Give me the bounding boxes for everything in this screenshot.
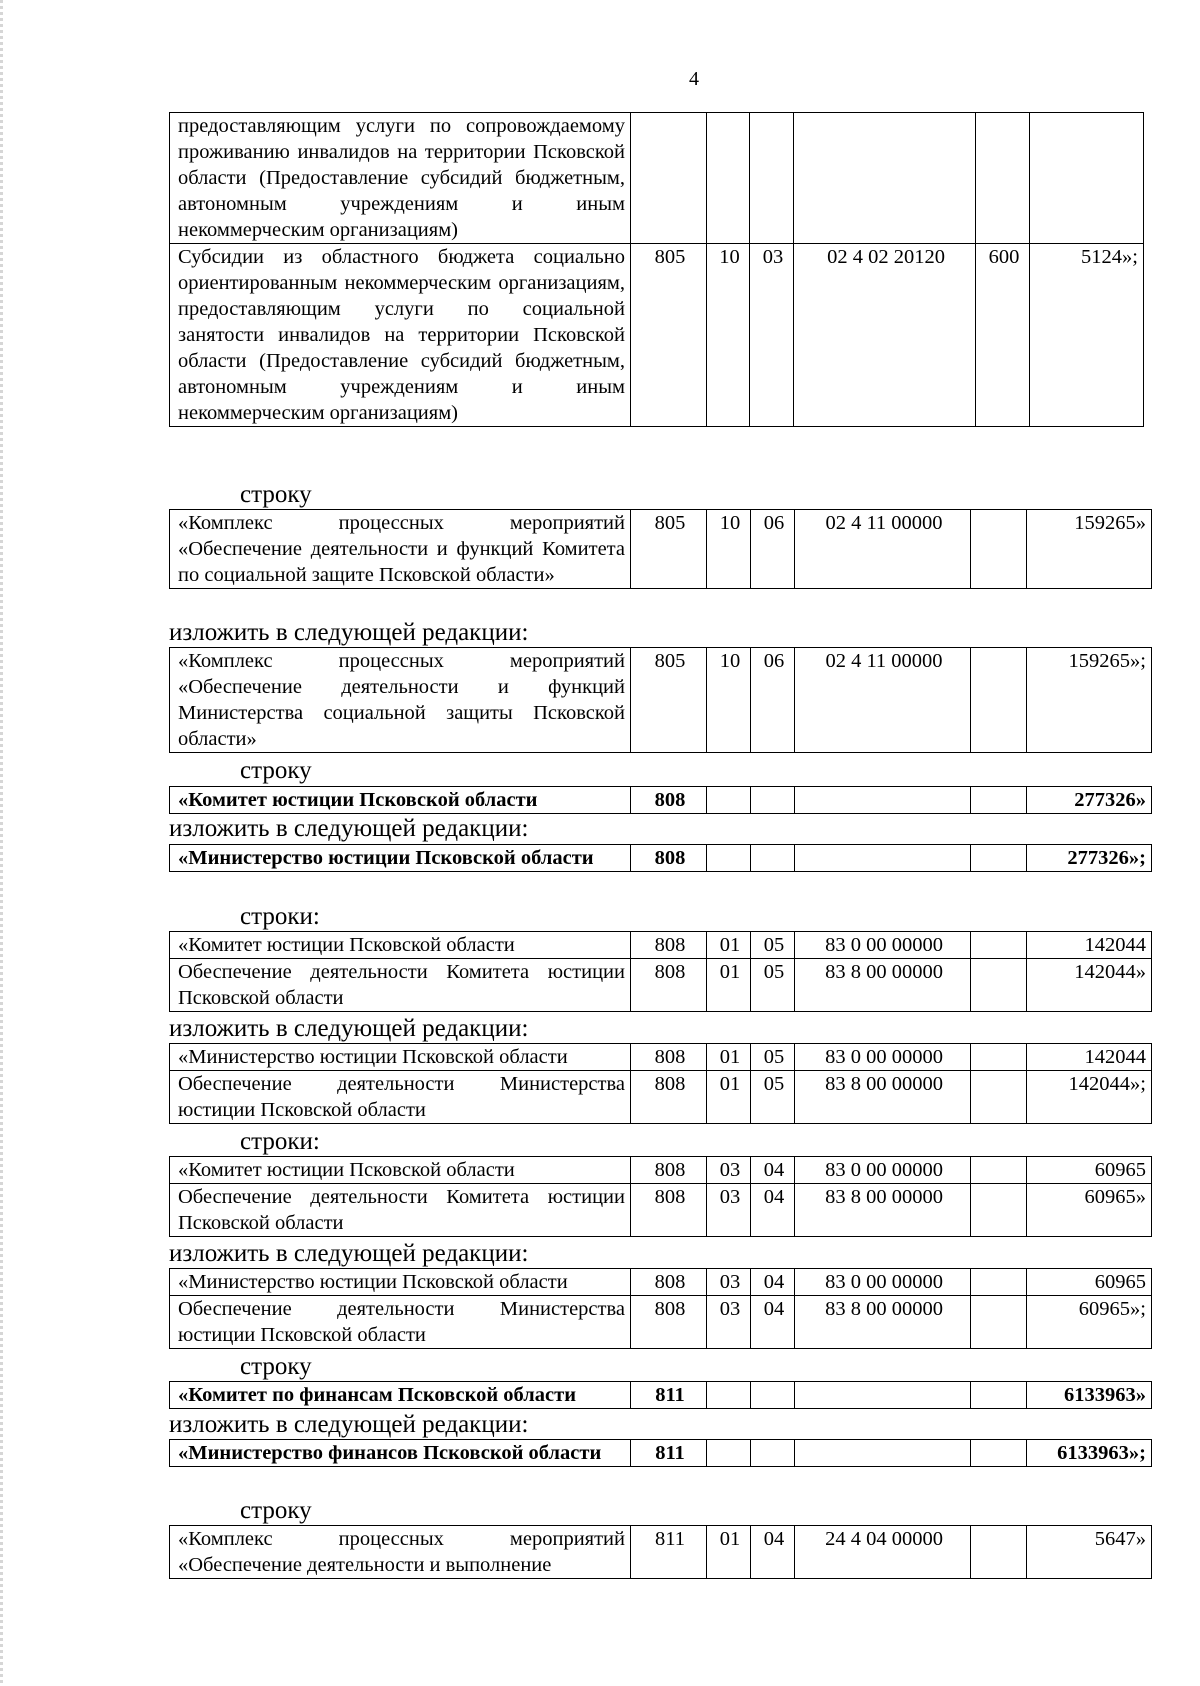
table-block-11: [169, 1439, 1152, 1467]
row-name-cell: «Комитет юстиции Псковской области: [170, 932, 631, 959]
row-name-cell: «Комитет по финансам Псковской области: [170, 1382, 631, 1409]
section-code-cell: [707, 1440, 751, 1467]
subsection-code-cell: [751, 1382, 795, 1409]
table-block-8: [169, 1156, 1152, 1237]
section-code-cell: [707, 1382, 751, 1409]
budget-table: [169, 931, 1152, 1012]
grbs-code-cell: 805: [631, 510, 707, 589]
page-number: 4: [689, 68, 699, 90]
budget-table: [169, 844, 1152, 872]
row-name-cell: Обеспечение деятельности Комитета юстиции Псковской области: [170, 1184, 631, 1237]
section-code-cell: 03: [707, 1296, 751, 1349]
amount-cell: 5124»;: [1030, 244, 1144, 427]
expense-type-cell: [971, 1269, 1027, 1296]
table-row: [170, 1382, 1152, 1409]
table-row: [170, 510, 1152, 589]
instruction-row: строку: [240, 1497, 312, 1524]
expense-type-cell: [971, 1044, 1027, 1071]
target-article-cell: 83 0 00 00000: [795, 1157, 971, 1184]
expense-type-cell: [971, 787, 1027, 814]
scan-edge: [0, 0, 3, 1686]
subsection-code-cell: [751, 1440, 795, 1467]
table-block-12: [169, 1525, 1152, 1579]
expense-type-cell: [971, 1184, 1027, 1237]
expense-type-cell: [971, 1526, 1027, 1579]
subsection-code-cell: 05: [751, 932, 795, 959]
subsection-code-cell: 03: [750, 244, 794, 427]
amount-cell: 142044»;: [1027, 1071, 1152, 1124]
target-article-cell: [795, 1440, 971, 1467]
table-row: [170, 845, 1152, 872]
subsection-code-cell: 06: [751, 510, 795, 589]
expense-type-cell: [971, 648, 1027, 753]
table-block-1: [169, 112, 1144, 427]
table-row: [170, 787, 1152, 814]
section-code-cell: [707, 787, 751, 814]
table-block-4: [169, 786, 1152, 814]
row-name-cell: Субсидии из областного бюджета социально ориентированным некоммерческим организациям, предоставляющим услуги по социальной занятости инвалидов на территории Псковской области (Предоставление субсидий бюджетным, автономным учреждениям и иным некоммерческим организациям): [170, 244, 631, 427]
table-block-9: [169, 1268, 1152, 1349]
target-article-cell: 83 8 00 00000: [795, 1184, 971, 1237]
instruction-replace: изложить в следующей редакции:: [169, 1240, 529, 1267]
subsection-code-cell: 05: [751, 959, 795, 1012]
section-code-cell: 03: [707, 1157, 751, 1184]
section-code-cell: 01: [707, 1071, 751, 1124]
target-article-cell: 83 8 00 00000: [795, 959, 971, 1012]
budget-table: [169, 509, 1152, 589]
amount-cell: 5647»: [1027, 1526, 1152, 1579]
row-name-cell: «Комплекс процессных мероприятий «Обеспечение деятельности и выполнение: [170, 1526, 631, 1579]
row-name-cell: «Комплекс процессных мероприятий «Обеспечение деятельности и функций Комитета по социальной защите Псковской области»: [170, 510, 631, 589]
amount-cell: 6133963»;: [1027, 1440, 1152, 1467]
budget-table: [169, 1381, 1152, 1409]
instruction-row: строку: [240, 1353, 312, 1380]
row-name-cell: Обеспечение деятельности Министерства юстиции Псковской области: [170, 1296, 631, 1349]
row-name-cell: «Министерство юстиции Псковской области: [170, 845, 631, 872]
budget-table: [169, 1439, 1152, 1467]
instruction-rows: строки:: [240, 1128, 320, 1155]
section-code-cell: 10: [707, 648, 751, 753]
table-block-2: [169, 509, 1152, 589]
target-article-cell: [795, 1382, 971, 1409]
budget-table: [169, 786, 1152, 814]
expense-type-cell: [971, 510, 1027, 589]
amount-cell: 159265»: [1027, 510, 1152, 589]
table-block-6: [169, 931, 1152, 1012]
row-name-cell: Обеспечение деятельности Комитета юстиции Псковской области: [170, 959, 631, 1012]
target-article-cell: 02 4 11 00000: [795, 510, 971, 589]
subsection-code-cell: 04: [751, 1296, 795, 1349]
section-code-cell: 01: [707, 1526, 751, 1579]
amount-cell: 159265»;: [1027, 648, 1152, 753]
expense-type-cell: [971, 845, 1027, 872]
target-article-cell: 24 4 04 00000: [795, 1526, 971, 1579]
section-code-cell: [707, 113, 750, 244]
row-name-cell: предоставляющим услуги по сопровождаемому проживанию инвалидов на территории Псковской области (Предоставление субсидий бюджетным, автономным учреждениям и иным некоммерческим организациям): [170, 113, 631, 244]
section-code-cell: 03: [707, 1184, 751, 1237]
section-code-cell: 01: [707, 932, 751, 959]
subsection-code-cell: 05: [751, 1044, 795, 1071]
subsection-code-cell: [750, 113, 794, 244]
table-row: [170, 244, 1144, 427]
table-block-5: [169, 844, 1152, 872]
amount-cell: [1030, 113, 1144, 244]
amount-cell: 277326»: [1027, 787, 1152, 814]
grbs-code-cell: 805: [631, 244, 707, 427]
budget-table: [169, 112, 1144, 427]
amount-cell: 277326»;: [1027, 845, 1152, 872]
grbs-code-cell: 808: [631, 787, 707, 814]
grbs-code-cell: 808: [631, 1184, 707, 1237]
table-row: [170, 113, 1144, 244]
grbs-code-cell: 805: [631, 648, 707, 753]
table-block-7: [169, 1043, 1152, 1124]
amount-cell: 60965»: [1027, 1184, 1152, 1237]
grbs-code-cell: 808: [631, 1157, 707, 1184]
budget-table: [169, 1156, 1152, 1237]
table-block-3: [169, 647, 1152, 753]
target-article-cell: 02 4 11 00000: [795, 648, 971, 753]
subsection-code-cell: [751, 787, 795, 814]
amount-cell: 142044»: [1027, 959, 1152, 1012]
section-code-cell: 10: [707, 244, 750, 427]
expense-type-cell: [971, 1157, 1027, 1184]
grbs-code-cell: 808: [631, 1269, 707, 1296]
table-row: [170, 1296, 1152, 1349]
instruction-row: строку: [240, 757, 312, 784]
instruction-replace: изложить в следующей редакции:: [169, 815, 529, 842]
table-row: [170, 932, 1152, 959]
expense-type-cell: [971, 1382, 1027, 1409]
target-article-cell: [794, 113, 976, 244]
amount-cell: 60965»;: [1027, 1296, 1152, 1349]
row-name-cell: «Комитет юстиции Псковской области: [170, 787, 631, 814]
instruction-row: строку: [240, 481, 312, 508]
grbs-code-cell: 808: [631, 932, 707, 959]
target-article-cell: 83 8 00 00000: [795, 1071, 971, 1124]
subsection-code-cell: 05: [751, 1071, 795, 1124]
subsection-code-cell: 04: [751, 1526, 795, 1579]
table-row: [170, 1071, 1152, 1124]
grbs-code-cell: 811: [631, 1526, 707, 1579]
table-row: [170, 1157, 1152, 1184]
expense-type-cell: [971, 932, 1027, 959]
section-code-cell: 01: [707, 959, 751, 1012]
grbs-code-cell: 808: [631, 845, 707, 872]
table-row: [170, 959, 1152, 1012]
table-row: [170, 1044, 1152, 1071]
target-article-cell: 83 0 00 00000: [795, 932, 971, 959]
subsection-code-cell: [751, 845, 795, 872]
instruction-replace: изложить в следующей редакции:: [169, 619, 529, 646]
target-article-cell: [795, 845, 971, 872]
row-name-cell: «Комплекс процессных мероприятий «Обеспечение деятельности и функций Министерства социальной защиты Псковской области»: [170, 648, 631, 753]
target-article-cell: 83 8 00 00000: [795, 1296, 971, 1349]
table-block-10: [169, 1381, 1152, 1409]
section-code-cell: 10: [707, 510, 751, 589]
target-article-cell: 83 0 00 00000: [795, 1269, 971, 1296]
grbs-code-cell: 808: [631, 959, 707, 1012]
target-article-cell: 83 0 00 00000: [795, 1044, 971, 1071]
table-row: [170, 1184, 1152, 1237]
target-article-cell: [795, 787, 971, 814]
grbs-code-cell: 811: [631, 1440, 707, 1467]
expense-type-cell: 600: [976, 244, 1030, 427]
budget-table: [169, 1268, 1152, 1349]
row-name-cell: Обеспечение деятельности Министерства юстиции Псковской области: [170, 1071, 631, 1124]
section-code-cell: 03: [707, 1269, 751, 1296]
target-article-cell: 02 4 02 20120: [794, 244, 976, 427]
amount-cell: 142044: [1027, 932, 1152, 959]
amount-cell: 60965: [1027, 1157, 1152, 1184]
budget-table: [169, 647, 1152, 753]
grbs-code-cell: 808: [631, 1071, 707, 1124]
budget-table: [169, 1525, 1152, 1579]
row-name-cell: «Министерство юстиции Псковской области: [170, 1044, 631, 1071]
amount-cell: 60965: [1027, 1269, 1152, 1296]
expense-type-cell: [971, 959, 1027, 1012]
amount-cell: 6133963»: [1027, 1382, 1152, 1409]
section-code-cell: [707, 845, 751, 872]
expense-type-cell: [971, 1071, 1027, 1124]
table-row: [170, 648, 1152, 753]
row-name-cell: «Министерство финансов Псковской области: [170, 1440, 631, 1467]
budget-table: [169, 1043, 1152, 1124]
grbs-code-cell: 808: [631, 1044, 707, 1071]
subsection-code-cell: 04: [751, 1184, 795, 1237]
expense-type-cell: [976, 113, 1030, 244]
expense-type-cell: [971, 1440, 1027, 1467]
section-code-cell: 01: [707, 1044, 751, 1071]
grbs-code-cell: 808: [631, 1296, 707, 1349]
table-row: [170, 1269, 1152, 1296]
row-name-cell: «Комитет юстиции Псковской области: [170, 1157, 631, 1184]
expense-type-cell: [971, 1296, 1027, 1349]
grbs-code-cell: [631, 113, 707, 244]
table-row: [170, 1526, 1152, 1579]
row-name-cell: «Министерство юстиции Псковской области: [170, 1269, 631, 1296]
subsection-code-cell: 04: [751, 1269, 795, 1296]
subsection-code-cell: 04: [751, 1157, 795, 1184]
subsection-code-cell: 06: [751, 648, 795, 753]
table-row: [170, 1440, 1152, 1467]
instruction-rows: строки:: [240, 903, 320, 930]
instruction-replace: изложить в следующей редакции:: [169, 1411, 529, 1438]
grbs-code-cell: 811: [631, 1382, 707, 1409]
instruction-replace: изложить в следующей редакции:: [169, 1015, 529, 1042]
amount-cell: 142044: [1027, 1044, 1152, 1071]
